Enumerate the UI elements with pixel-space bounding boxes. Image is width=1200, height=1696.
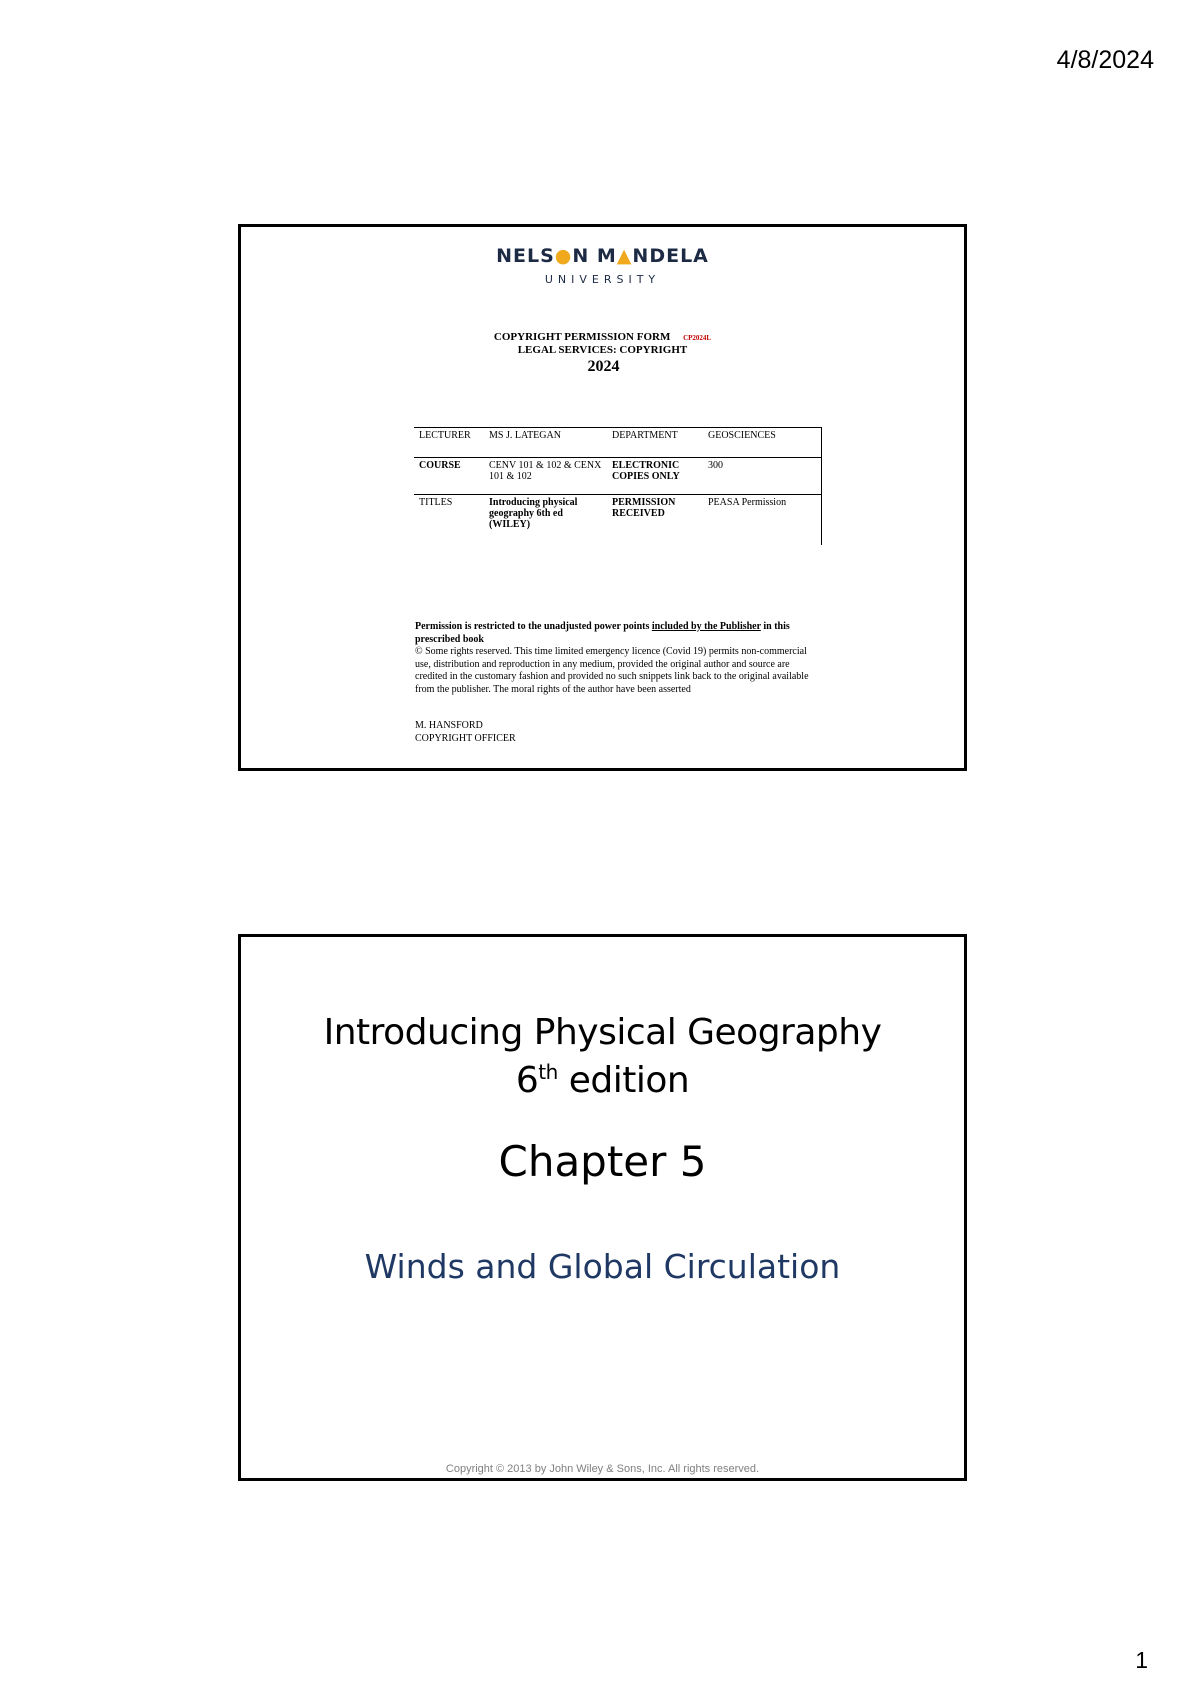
form-code: CP2024L bbox=[683, 334, 712, 342]
table-cell: DEPARTMENT bbox=[607, 428, 703, 458]
table-cell: LECTURER bbox=[414, 428, 484, 458]
permission-body: © Some rights reserved. This time limited emergency licence (Covid 19) permits non-commercial use, distribution and reproduction in any medium, provided the original author and source are credited in the customary fashion and provided no such snippets link back to the original available from the publisher. The moral rights of the author have been asserted bbox=[415, 646, 809, 695]
copyright-footer: Copyright © 2013 by John Wiley & Sons, Inc. All rights reserved. bbox=[445, 1463, 760, 1475]
permission-restriction: Permission is restricted to the unadjusted power points bbox=[415, 621, 652, 632]
edition-suffix: th bbox=[538, 1060, 558, 1084]
table-cell: Introducing physical geography 6th ed (WILEY) bbox=[484, 495, 607, 546]
edition-number: 6 bbox=[515, 1060, 539, 1101]
slide-title bbox=[238, 934, 967, 1481]
form-title: COPYRIGHT PERMISSION FORM bbox=[493, 331, 671, 343]
logo-wordmark: NELS●N M▲NDELA bbox=[496, 245, 709, 267]
form-year: 2024 bbox=[587, 358, 620, 375]
edition-line bbox=[241, 1057, 964, 1105]
page-number: 1 bbox=[1135, 1647, 1148, 1673]
table-cell: PERMISSION RECEIVED bbox=[607, 495, 703, 546]
table-row bbox=[414, 428, 822, 458]
table-cell: COURSE bbox=[414, 458, 484, 495]
table-cell: 300 bbox=[703, 458, 822, 495]
book-title: Introducing Physical Geography bbox=[323, 1012, 882, 1053]
form-subtitle: LEGAL SERVICES: COPYRIGHT bbox=[517, 344, 688, 356]
edition-word: edition bbox=[557, 1060, 690, 1101]
table-cell: TITLES bbox=[414, 495, 484, 546]
page-date: 4/8/2024 bbox=[1056, 46, 1154, 74]
form-header bbox=[241, 331, 964, 376]
signatory-name: M. HANSFORD bbox=[415, 720, 483, 731]
signatory-title: COPYRIGHT OFFICER bbox=[415, 733, 516, 744]
permission-table bbox=[414, 427, 822, 545]
logo-subline: UNIVERSITY bbox=[544, 273, 661, 286]
permission-book: in this prescribed book bbox=[415, 621, 790, 645]
chapter-heading: Chapter 5 bbox=[498, 1137, 707, 1186]
chapter-subtitle: Winds and Global Circulation bbox=[364, 1247, 841, 1286]
table-cell: CENV 101 & 102 & CENX 101 & 102 bbox=[484, 458, 607, 495]
permission-text bbox=[415, 621, 815, 696]
table-cell: PEASA Permission bbox=[703, 495, 822, 546]
table-cell: ELECTRONIC COPIES ONLY bbox=[607, 458, 703, 495]
table-cell: MS J. LATEGAN bbox=[484, 428, 607, 458]
table-row bbox=[414, 458, 822, 495]
university-logo bbox=[241, 245, 964, 286]
table-cell: GEOSCIENCES bbox=[703, 428, 822, 458]
signatory bbox=[415, 719, 516, 745]
table-row bbox=[414, 495, 822, 546]
slide-copyright-permission bbox=[238, 224, 967, 771]
permission-included: included by the Publisher bbox=[651, 621, 761, 632]
slide-title-text bbox=[241, 1009, 964, 1105]
